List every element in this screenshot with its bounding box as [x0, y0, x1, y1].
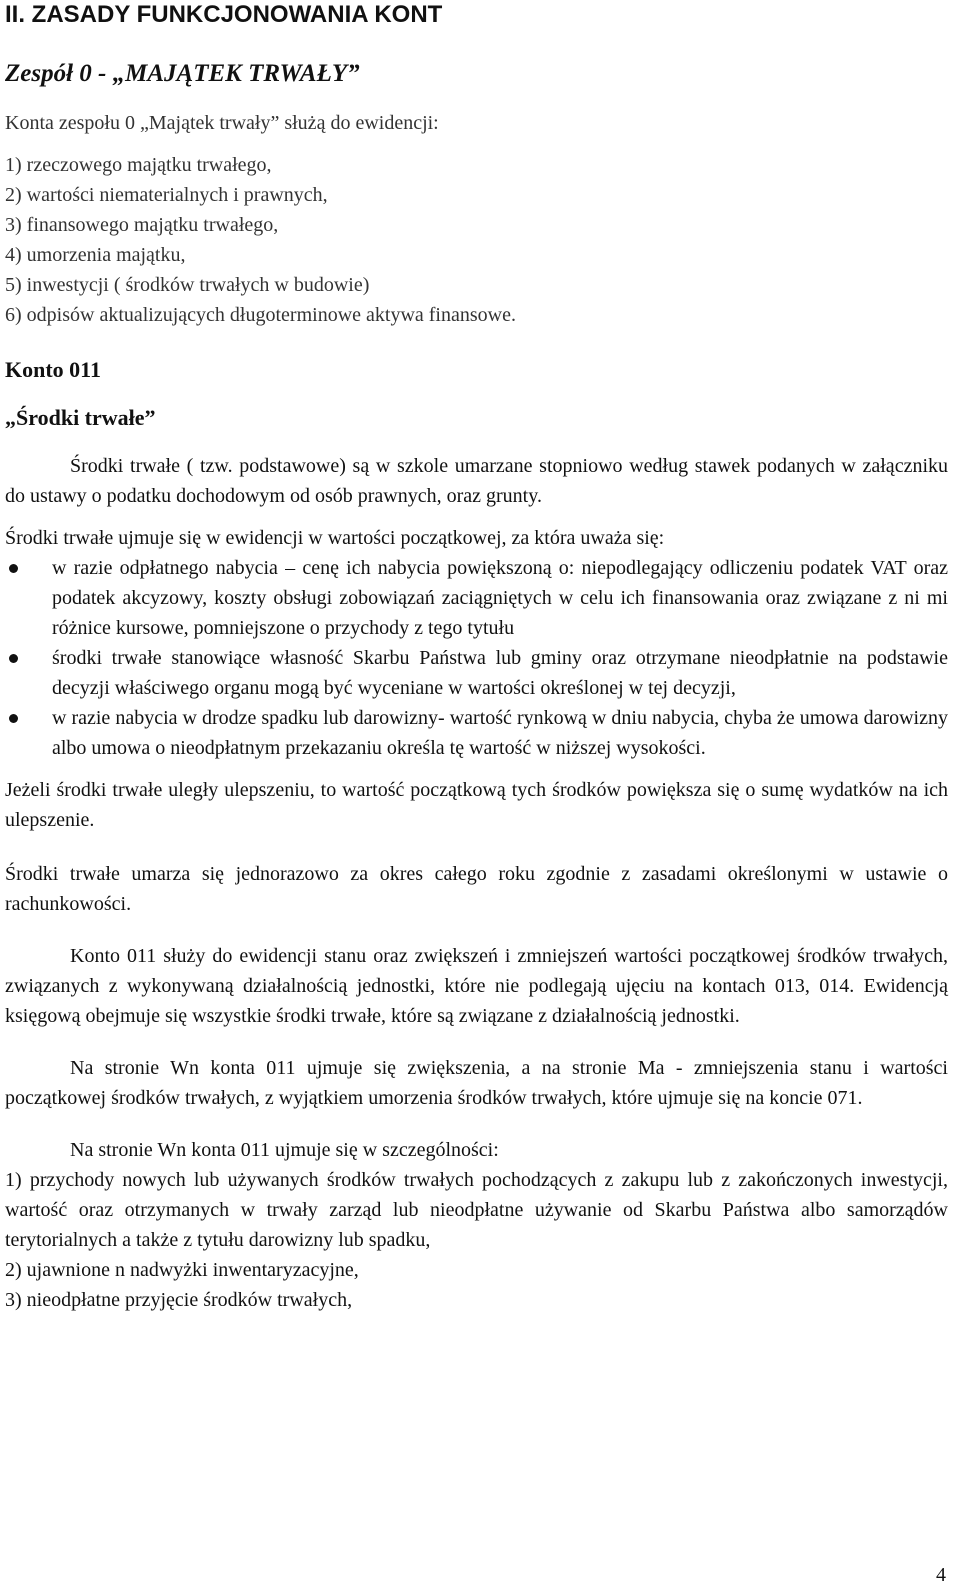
intro-list	[5, 150, 948, 330]
list-item-text: w razie odpłatnego nabycia – cenę ich nabycia powiększoną o: niepodlegający odliczeniu podatek VAT oraz podatek akcyzowy, koszty obsługi zobowiązań zaciągniętych w celu ich finansowania oraz związane z ni mi różnice kursowe, pomniejszone o przychody z tego tytułu	[52, 557, 948, 639]
bullet-icon	[9, 564, 18, 573]
bullet-icon	[9, 654, 18, 663]
paragraph: Na stronie Wn konta 011 ujmuje się w szczególności:	[70, 1139, 499, 1161]
list-item: 5) inwestycji ( środków trwałych w budowie)	[5, 274, 370, 296]
paragraph: Środki trwałe ( tzw. podstawowe) są w szkole umarzane stopniowo według stawek podanych w załączniku do ustawy o podatku dochodowym od osób prawnych, oraz grunty.	[5, 455, 948, 507]
list-item: 1) rzeczowego majątku trwałego,	[5, 154, 272, 176]
paragraph: Środki trwałe umarza się jednorazowo za okres całego roku zgodnie z zasadami określonymi w ustawie o rachunkowości.	[5, 863, 948, 915]
account-subtitle: „Środki trwałe”	[5, 405, 156, 430]
list-item: 2) ujawnione n nadwyżki inwentaryzacyjne,	[5, 1259, 359, 1281]
list-item: 1) przychody nowych lub używanych środków trwałych pochodzących z zakupu lub z zakończonych inwestycji, wartość oraz otrzymanych w trwały zarząd lub nieodpłatne używanie od Skarbu Państwa albo samorządów terytorialnych a także z tytułu darowizny lub spadku,	[5, 1169, 948, 1251]
list-item-text: środki trwałe stanowiące własność Skarbu Państwa lub gminy oraz otrzymane nieodpłatnie na podstawie decyzji właściwego organu mogą być wyceniane w wartości określonej w tej decyzji,	[52, 647, 948, 699]
page-number: 4	[936, 1564, 946, 1586]
valuation-list	[5, 553, 948, 763]
list-item: 6) odpisów aktualizujących długoterminowe aktywa finansowe.	[5, 304, 516, 326]
section-title: II. ZASADY FUNKCJONOWANIA KONT	[5, 1, 443, 28]
paragraph: Środki trwałe ujmuje się w ewidencji w wartości początkowej, za która uważa się:	[5, 527, 665, 549]
list-item	[5, 643, 948, 703]
list-item	[5, 553, 948, 643]
list-item: 3) finansowego majątku trwałego,	[5, 214, 279, 236]
list-item: 4) umorzenia majątku,	[5, 244, 186, 266]
wn-list	[5, 1165, 948, 1315]
group-title: Zespół 0 - „MAJĄTEK TRWAŁY”	[5, 60, 360, 87]
list-item: 2) wartości niematerialnych i prawnych,	[5, 184, 328, 206]
paragraph: Jeżeli środki trwałe uległy ulepszeniu, to wartość początkową tych środków powiększa się o sumę wydatków na ich ulepszenie.	[5, 779, 948, 831]
list-item	[5, 703, 948, 763]
list-item-text: w razie nabycia w drodze spadku lub darowizny- wartość rynkową w dniu nabycia, chyba że umowa darowizny albo umowa o nieodpłatnym przekazaniu określa tę wartość w niższej wysokości.	[52, 707, 948, 759]
intro-text: Konta zespołu 0 „Majątek trwały” służą do ewidencji:	[5, 112, 439, 134]
list-item: 3) nieodpłatne przyjęcie środków trwałych,	[5, 1289, 353, 1311]
account-title: Konto 011	[5, 357, 101, 382]
paragraph: Na stronie Wn konta 011 ujmuje się zwiększenia, a na stronie Ma - zmniejszenia stanu i wartości początkowej środków trwałych, z wyjątkiem umorzenia środków trwałych, które ujmuje się na koncie 071.	[5, 1057, 948, 1109]
bullet-icon	[9, 714, 18, 723]
paragraph: Konto 011 służy do ewidencji stanu oraz zwiększeń i zmniejszeń wartości początkowej środków trwałych, związanych z wykonywaną działalnością jednostki, które nie podlegają ujęciu na kontach 013, 014. Ewidencją księgową obejmuje się wszystkie środki trwałe, które są związane z działalnością jednostki.	[5, 945, 948, 1027]
